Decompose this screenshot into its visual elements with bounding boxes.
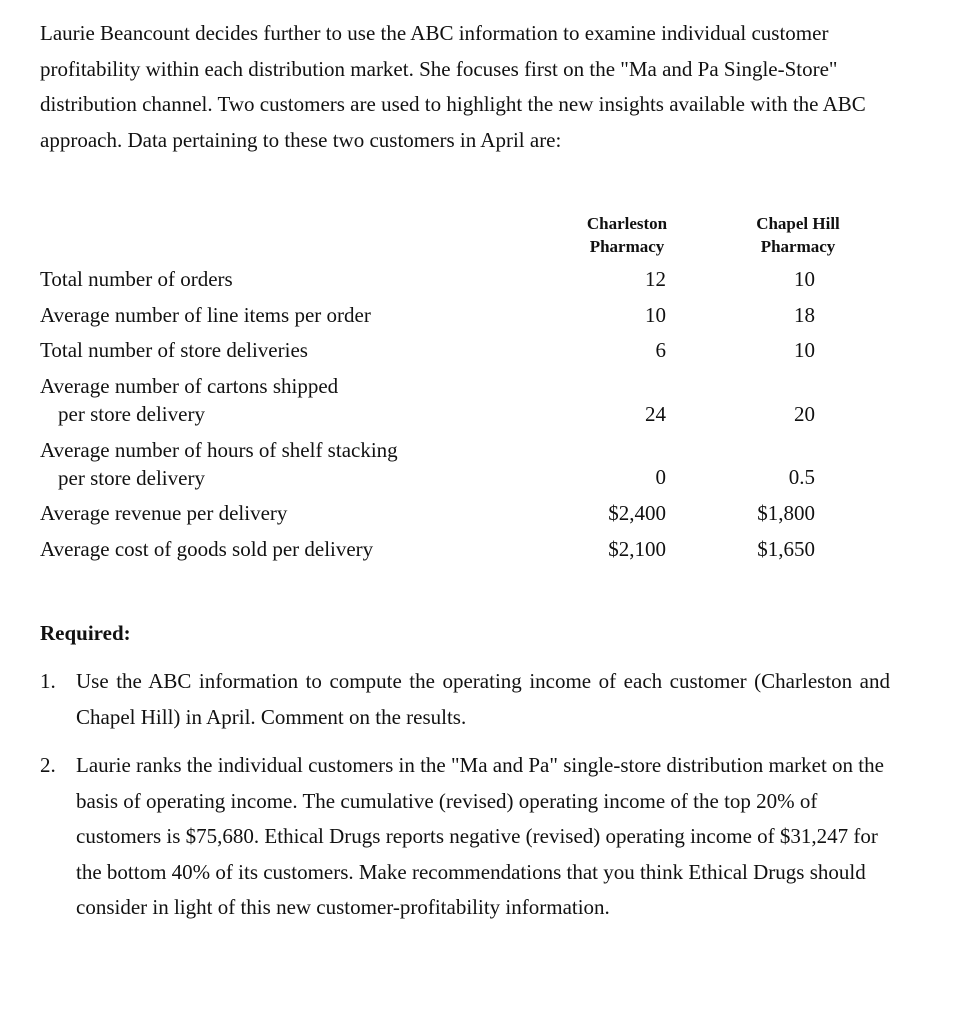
cell-chapel-hill-store-deliveries: 10 [794, 338, 815, 362]
intro-paragraph: Laurie Beancount decides further to use the ABC information to examine individual customer profitability within each distribution market. She focuses first on the "Ma and Pa Single-Store" distribution channel. Two customers are used to highlight the new insights available with the ABC approach. Data pertaining to these two customers in April are: [40, 21, 866, 152]
column-header-line: Pharmacy [760, 237, 836, 256]
cell-charleston-total-orders: 12 [645, 267, 666, 291]
row-label-store-deliveries: Total number of store deliveries [40, 338, 308, 362]
item-text: Use the ABC information to compute the operating income of each customer (Charleston and Chapel Hill) in April. Comment on the results. [76, 669, 890, 729]
item-text: Laurie ranks the individual customers in the "Ma and Pa" single-store distribution market on the basis of operating income. The cumulative (revised) operating income of the top 20% of customers is $75,680. Ethical Drugs reports negative (revised) operating income of $31,247 for the bottom 40% of its customers. Make recommendations that you think Ethical Drugs should consider in light of this new customer-profitability information. [76, 753, 884, 919]
cell-charleston-revenue: $2,400 [608, 501, 666, 525]
row-label-line-indented: per store delivery [58, 402, 205, 426]
cell-charleston-cogs: $2,100 [608, 537, 666, 561]
row-label-shelf-stacking [40, 436, 398, 492]
column-header-chapel-hill [740, 212, 856, 258]
row-label-line-indented: per store delivery [58, 466, 205, 490]
cell-chapel-hill-cogs: $1,650 [757, 537, 815, 561]
cell-chapel-hill-revenue: $1,800 [757, 501, 815, 525]
row-label-total-orders: Total number of orders [40, 267, 233, 291]
item-number: 2. [40, 753, 56, 777]
column-header-line: Chapel Hill [756, 214, 840, 233]
cell-chapel-hill-total-orders: 10 [794, 267, 815, 291]
cell-chapel-hill-line-items: 18 [794, 303, 815, 327]
required-item-1 [40, 664, 890, 735]
column-header-line: Pharmacy [589, 237, 665, 256]
item-number: 1. [40, 669, 56, 693]
row-label-line: Average number of cartons shipped [40, 374, 339, 398]
row-label-line: Average number of hours of shelf stacking [40, 438, 398, 462]
cell-chapel-hill-shelf-hours: 0.5 [788, 465, 815, 489]
row-label-cogs: Average cost of goods sold per delivery [40, 537, 374, 561]
required-heading: Required: [40, 621, 131, 645]
row-label-line-items: Average number of line items per order [40, 303, 371, 327]
row-label-cartons-shipped [40, 372, 338, 428]
cell-charleston-store-deliveries: 6 [655, 338, 666, 362]
column-header-line: Charleston [586, 214, 668, 233]
cell-charleston-cartons: 24 [645, 402, 666, 426]
column-header-charleston [570, 212, 684, 258]
cell-charleston-shelf-hours: 0 [655, 465, 666, 489]
required-item-2 [40, 748, 890, 926]
row-label-revenue: Average revenue per delivery [40, 501, 288, 525]
cell-charleston-line-items: 10 [645, 303, 666, 327]
cell-chapel-hill-cartons: 20 [794, 402, 815, 426]
